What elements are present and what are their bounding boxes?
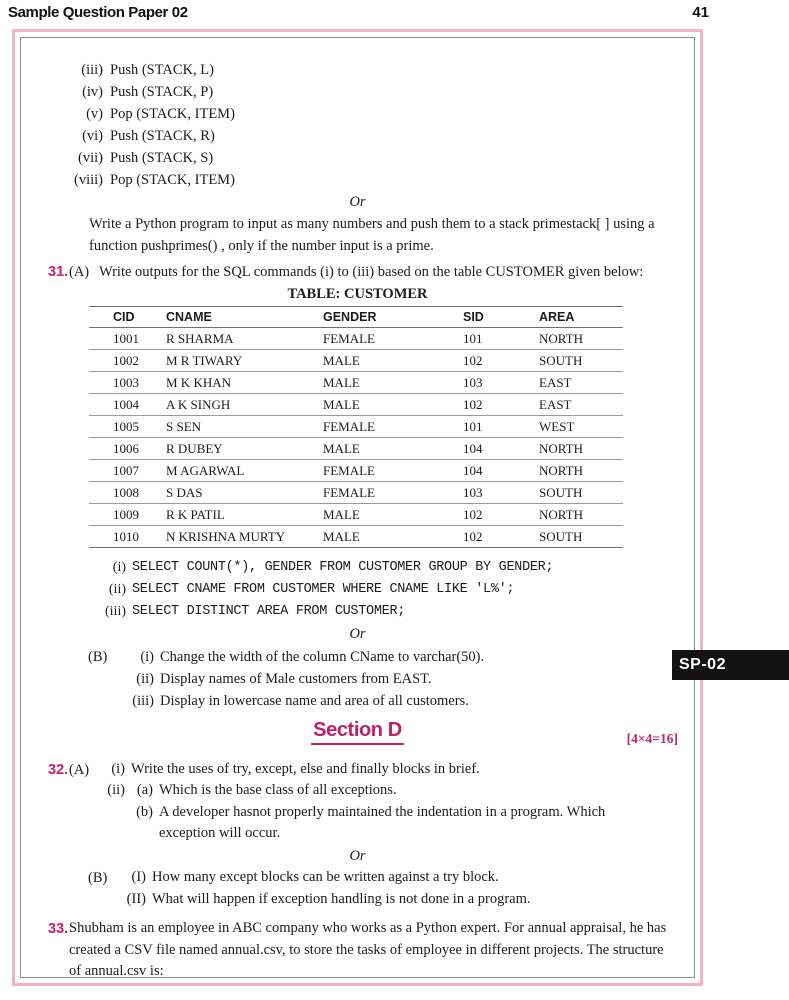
question-33 [21,918,694,978]
section-title: Section D [311,719,404,745]
sub-sub-item-letter: (b) [136,803,153,820]
or-separator: Or [349,847,366,864]
cell: 1001 [89,328,166,350]
table-row [89,416,623,438]
table-row [89,394,623,416]
section-marks: [4×4=16] [626,730,678,746]
cell: 102 [463,394,539,416]
cell: NORTH [539,504,623,526]
sub-item [99,780,659,802]
sub-item-text: Write the uses of try, except, else and finally blocks in brief. [131,760,480,777]
list-item-number: (v) [86,106,103,122]
cell: S SEN [166,416,323,438]
column-header: GENDER [323,307,463,328]
pink-border-frame [12,29,703,986]
sql-query-text: SELECT DISTINCT AREA FROM CUSTOMER; [132,604,406,619]
customer-table [89,306,623,548]
question-31 [21,261,694,283]
cell: MALE [323,372,463,394]
cell: MALE [323,438,463,460]
sub-item-text: A developer hasnot properly maintained the indentation in a program. Which exception will occur. [159,803,606,841]
sub-item [114,646,484,668]
question-33-text: Shubham is an employee in ABC company who works as a Python expert. For annual appraisal, he has created a CSV file named annual.csv, to store the tasks of employee in different projects. The structure of annual.csv is: [69,920,667,978]
page-header [8,4,781,21]
cell: WEST [539,416,623,438]
part-a-label: (A) [69,264,90,280]
cell: NORTH [539,438,623,460]
sub-item-text: Display names of Male customers from EAST. [160,670,432,687]
sql-query [21,579,694,601]
part-b-label: (B) [88,870,108,886]
section-d-heading [21,719,694,755]
cell: 101 [463,416,539,438]
sub-item-number: (iii) [132,692,154,709]
or-separator: Or [349,626,366,642]
list-item [21,169,694,191]
list-item-number: (iv) [82,84,103,100]
list-item-number: (viii) [74,172,103,188]
table-row [89,482,623,504]
cell: SOUTH [539,526,623,548]
cell: N KRISHNA MURTY [166,526,323,548]
sub-item-number: (ii) [107,782,125,798]
sp-02-side-tab [672,650,789,680]
cell: 1007 [89,460,166,482]
sub-item-text: Which is the base class of all exceptions. [159,782,397,798]
sub-sub-item-letter: (a) [136,782,153,798]
cell: 1010 [89,526,166,548]
cell: FEMALE [323,482,463,504]
question-31b [88,646,694,712]
column-header: CNAME [166,307,323,328]
cell: MALE [323,350,463,372]
cell: NORTH [539,460,623,482]
sub-item [99,759,659,781]
table-header-row [89,307,623,328]
cell: MALE [323,394,463,416]
cell: 102 [463,350,539,372]
list-item-text: Pop (STACK, ITEM) [110,106,235,122]
cell: FEMALE [323,328,463,350]
question-number: 33. [48,921,69,937]
list-item [21,103,694,125]
cell: R SHARMA [166,328,323,350]
sub-item-number: (ii) [136,670,154,687]
page-title: Sample Question Paper 02 [8,4,188,21]
cell: A K SINGH [166,394,323,416]
sub-item-number: (i) [140,648,154,665]
list-item-text: Push (STACK, S) [110,150,214,166]
sub-item-text: What will happen if exception handling is not done in a program. [152,890,531,907]
sub-item [114,668,484,690]
column-header: SID [463,307,539,328]
cell: 1006 [89,438,166,460]
column-header: AREA [539,307,623,328]
sql-query-list [21,557,694,623]
sub-item-text: How many except blocks can be written against a try block. [152,869,499,885]
cell: FEMALE [323,460,463,482]
question-number: 31. [48,264,69,280]
sql-query [21,557,694,579]
sub-item-text: Display in lowercase name and area of all customers. [160,692,469,709]
question-31a-text: Write outputs for the SQL commands (i) to (iii) based on the table CUSTOMER given below: [99,264,644,280]
cell: 102 [463,504,539,526]
table-title: TABLE: CUSTOMER [287,286,428,302]
cell: SOUTH [539,482,623,504]
table-row [89,350,623,372]
cell: 1002 [89,350,166,372]
cell: 1008 [89,482,166,504]
cell: M R TIWARY [166,350,323,372]
sql-query-text: SELECT CNAME FROM CUSTOMER WHERE CNAME LIKE 'L%'; [132,582,515,597]
sql-query-number: (iii) [105,604,126,619]
table-row [89,372,623,394]
cell: R DUBEY [166,438,323,460]
table-row [89,328,623,350]
sub-item [99,802,659,845]
cell: SOUTH [539,350,623,372]
cell: S DAS [166,482,323,504]
table-row [89,504,623,526]
cell: EAST [539,394,623,416]
list-item-text: Push (STACK, P) [110,84,214,100]
sub-item [120,889,531,911]
cell: 1009 [89,504,166,526]
list-item-text: Pop (STACK, ITEM) [110,172,235,188]
or-separator: Or [349,194,366,210]
cell: 103 [463,372,539,394]
sql-query [21,601,694,623]
cell: M AGARWAL [166,460,323,482]
sub-item [120,867,531,889]
alternative-question-text: Write a Python program to input as many numbers and push them to a stack primestack[ ] using a function pushprimes() , only if the number input is a prime. [89,216,655,254]
sql-query-text: SELECT COUNT(*), GENDER FROM CUSTOMER GROUP BY GENDER; [132,560,554,575]
cell: MALE [323,504,463,526]
list-item [21,81,694,103]
list-item-number: (iii) [81,62,103,78]
sp-tab-label: SP-02 [679,656,726,673]
cell: MALE [323,526,463,548]
question-32 [21,759,694,845]
cell: 104 [463,438,539,460]
sub-item-number: (i) [111,760,125,777]
list-item [21,125,694,147]
sql-query-number: (ii) [108,582,126,597]
list-item [21,147,694,169]
sql-query-number: (i) [112,560,126,575]
cell: 102 [463,526,539,548]
list-item-number: (vii) [78,150,103,166]
content-frame [20,37,695,978]
cell: M K KHAN [166,372,323,394]
cell: 1003 [89,372,166,394]
cell: 101 [463,328,539,350]
cell: FEMALE [323,416,463,438]
part-b-label: (B) [88,648,108,665]
stack-operations-list [21,59,694,191]
table-row [89,460,623,482]
page-number: 41 [692,4,709,21]
table-row [89,438,623,460]
cell: NORTH [539,328,623,350]
list-item-number: (vi) [82,128,103,144]
question-32b [88,867,694,910]
sub-item [114,690,484,712]
list-item-text: Push (STACK, L) [110,62,214,78]
sub-item-number: (I) [131,869,146,885]
list-item-text: Push (STACK, R) [110,128,215,144]
question-number: 32. [48,761,69,778]
sub-item-number: (II) [126,890,146,907]
table-row [89,526,623,548]
sub-item-text: Change the width of the column CName to varchar(50). [160,648,485,665]
cell: 1004 [89,394,166,416]
cell: EAST [539,372,623,394]
cell: 103 [463,482,539,504]
cell: 1005 [89,416,166,438]
cell: 104 [463,460,539,482]
cell: R K PATIL [166,504,323,526]
list-item [21,59,694,81]
column-header: CID [89,307,166,328]
part-a-label: (A) [69,761,90,778]
